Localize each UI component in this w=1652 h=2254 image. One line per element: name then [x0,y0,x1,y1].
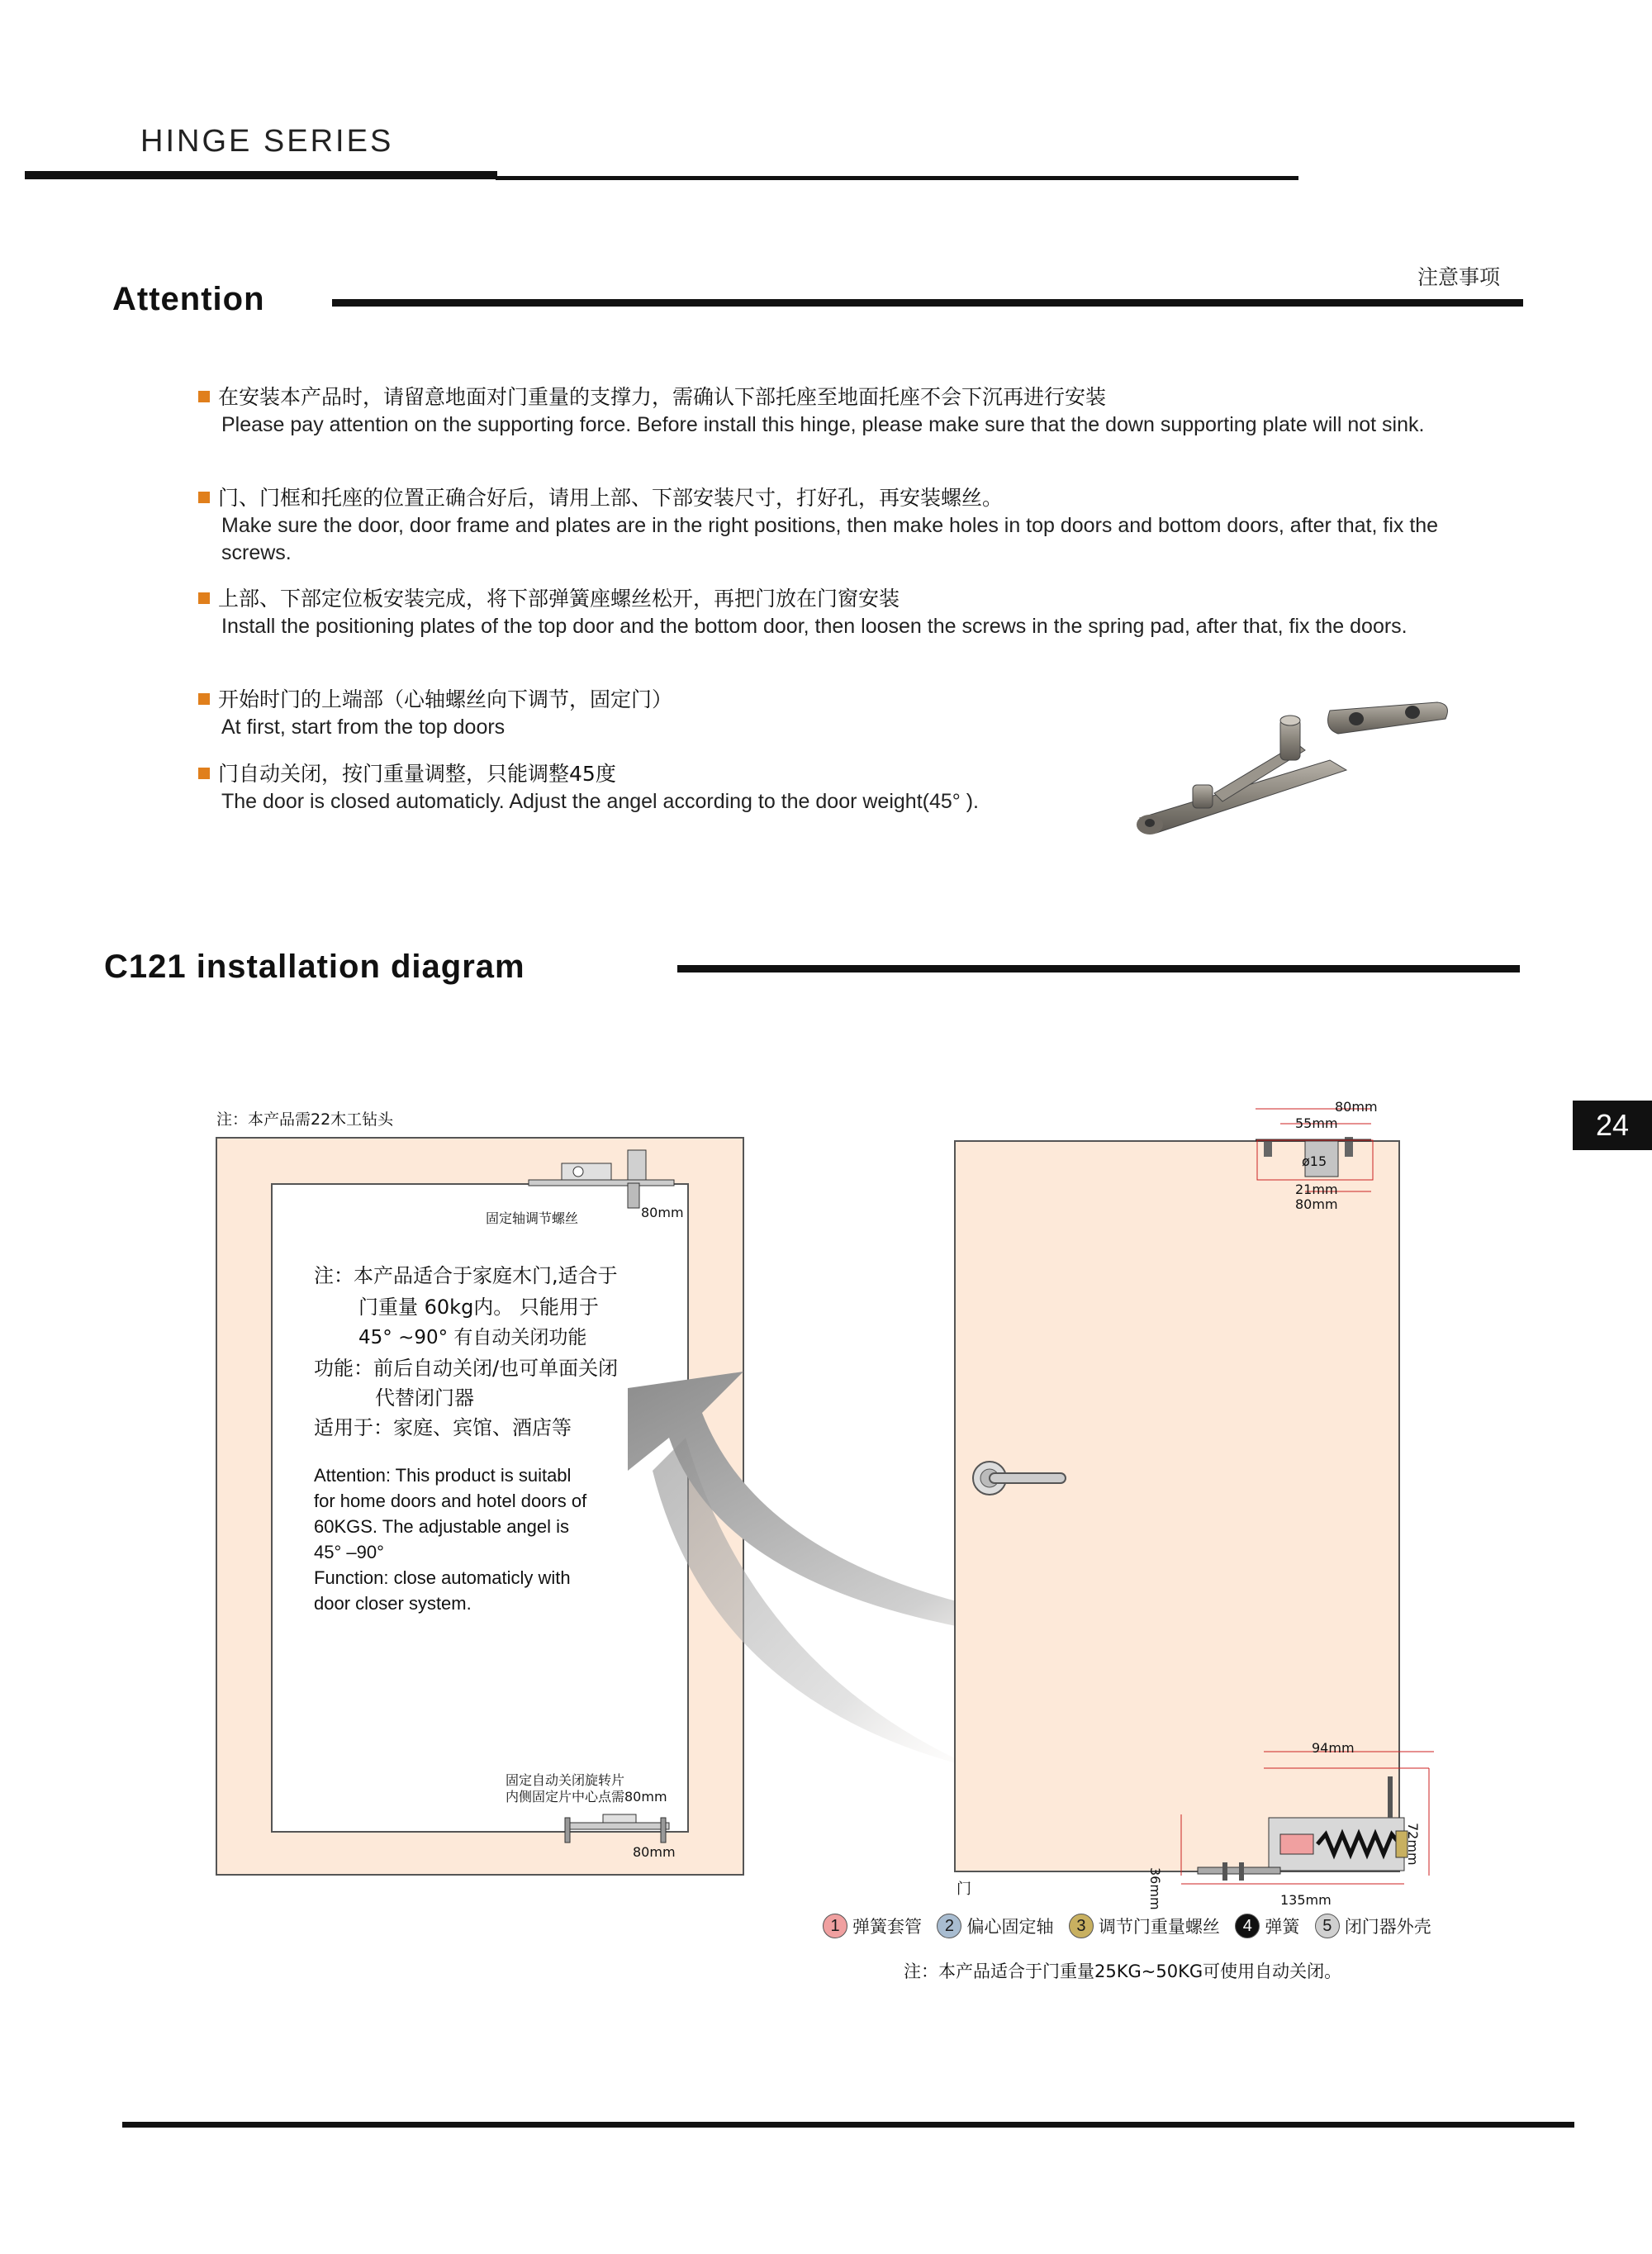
bullet-icon [198,592,210,604]
legend-num-4: 4 [1235,1914,1260,1938]
attention-item: 在安装本产品时，请留意地面对门重量的支撑力，需确认下部托座至地面托座不会下沉再进行安装 Please pay attention on the supporting force. Before install this hinge, please make sure that the down supporting plate will not sink. [198,383,1462,439]
legend-label-3: 调节门重量螺丝 [1098,1917,1220,1937]
attention-item: 门、门框和托座的位置正确合好后，请用上部、下部安装尺寸，打好孔，再安装螺丝。 Make sure the door, door frame and plates are in the right positions, then make holes in top doors and bottom doors, after that, fix the screws. [198,484,1462,567]
top-hinge-drawing [520,1147,686,1213]
door-handle-icon [971,1457,1070,1499]
bullet-icon [198,391,210,402]
left-cn-line-3: 45° ~90° 有自动关闭功能 [358,1327,587,1348]
legend-label-4: 弹簧 [1265,1917,1300,1937]
top-adjust-label: 固定轴调节螺丝 [486,1210,579,1226]
dim-72: 72mm [1405,1823,1421,1866]
attention-item: 门自动关闭，按门重量调整，只能调整45度 The door is closed automaticly. Adjust the angel according to the door weight(45° ). [198,760,1189,816]
attention-item: 上部、下部定位板安装完成，将下部弹簧座螺丝松开，再把门放在门窗安装 Install the positioning plates of the top door and the bottom door, then loosen the screws in the spring pad, after that, fix the doors. [198,585,1462,640]
left-en-text: Attention: This product is suitabl for home doors and hotel doors of 60KGS. The adjustable angel is 45° –90° Function: close automaticly with door closer system. [314,1465,587,1614]
diagram-title: C121 installation diagram [104,949,525,985]
dim-21: 21mm [1295,1182,1338,1197]
parts-legend [823,1914,1443,1938]
left-cn-line-4: 功能：前后自动关闭/也可单面关闭 [314,1357,619,1380]
dim-55: 55mm [1295,1115,1338,1131]
dim-80-bottom: 80mm [1295,1196,1338,1212]
bullet-icon [198,492,210,503]
header-rule-thick [25,171,497,179]
dim-36: 36mm [1147,1867,1163,1910]
legend-num-3: 3 [1069,1914,1094,1938]
series-title: HINGE SERIES [140,124,394,159]
left-cn-line-5: 代替闭门器 [375,1386,474,1410]
bottom-closer-drawing [1165,1743,1437,1900]
bullet-icon [198,693,210,705]
diagram-rule [677,965,1520,972]
dim-phi15: ø15 [1302,1153,1327,1169]
legend-num-2: 2 [937,1914,961,1938]
left-note: 注：本产品需22木工钻头 [216,1110,394,1129]
legend-num-1: 1 [823,1914,847,1938]
left-cn-line-1: 注：本产品适合于家庭木门,适合于 [314,1264,618,1287]
attention-title: Attention [112,281,265,317]
attention-item: 开始时门的上端部（心轴螺丝向下调节，固定门） At first, start from the top doors [198,686,1107,741]
legend-num-5: 5 [1315,1914,1340,1938]
bottom-label-2: 内侧固定片中心点需80mm [506,1789,667,1805]
header-rule-thin [496,176,1298,180]
dim-94: 94mm [1312,1740,1355,1756]
left-cn-line-2: 门重量 60kg内。 只能用于 [358,1296,599,1319]
hinge-product-image [1132,694,1454,843]
dim-135: 135mm [1280,1892,1332,1908]
bottom-label-1: 固定自动关闭旋转片 [506,1772,625,1788]
legend-label-2: 偏心固定轴 [966,1917,1054,1937]
bottom-note: 注：本产品适合于门重量25KG~50KG可使用自动关闭。 [904,1962,1342,1981]
attention-rule [332,299,1523,307]
footer-rule [122,2122,1574,2128]
attention-cn-title: 注意事项 [1417,265,1501,289]
top-dim-label: 80mm [641,1205,684,1220]
legend-label-5: 闭门器外壳 [1344,1917,1431,1937]
legend-label-1: 弹簧套管 [852,1917,922,1937]
door-label: 门 [957,1881,971,1898]
page-number: 24 [1573,1101,1652,1150]
bottom-dim-label: 80mm [633,1844,676,1860]
dim-80-top: 80mm [1335,1099,1378,1115]
bullet-icon [198,768,210,779]
left-cn-line-6: 适用于：家庭、宾馆、酒店等 [314,1416,572,1439]
